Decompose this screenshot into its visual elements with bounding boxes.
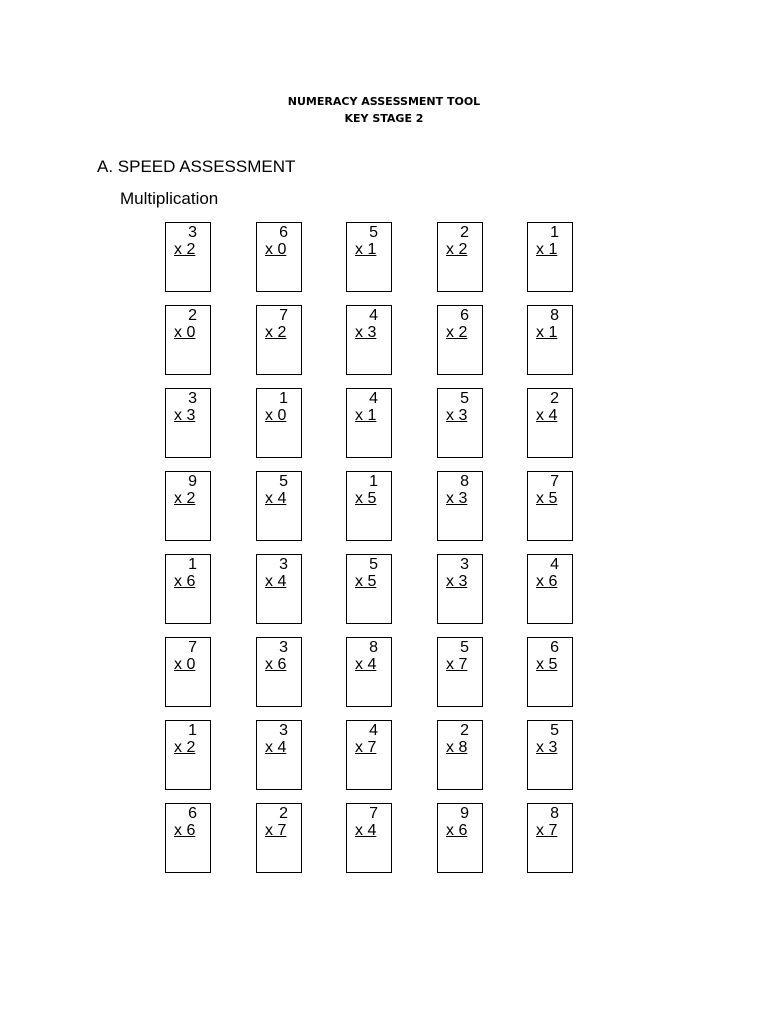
problem-multiplier: x 0 [265,241,287,258]
problem-multiplier: x 1 [536,241,558,258]
problem-card [165,720,211,790]
problem-top-number: 7 [369,805,378,822]
problem-card [527,388,573,458]
problem-card [346,222,392,292]
problem-multiplier: x 2 [174,241,196,258]
problem-multiplier: x 5 [536,656,558,673]
problem-card [256,803,302,873]
problem-card [437,554,483,624]
problem-top-number: 1 [279,390,288,407]
problem-multiplier: x 1 [536,324,558,341]
problem-top-number: 8 [550,307,559,324]
problem-card [527,554,573,624]
problem-top-number: 7 [550,473,559,490]
problem-card [346,554,392,624]
problem-card [165,471,211,541]
problem-multiplier: x 4 [265,490,287,507]
problem-multiplier: x 1 [355,407,377,424]
problem-top-number: 6 [550,639,559,656]
problem-top-number: 3 [188,224,197,241]
problem-top-number: 4 [369,390,378,407]
problem-card [165,222,211,292]
problem-card [165,803,211,873]
problem-top-number: 2 [279,805,288,822]
problem-top-number: 5 [460,639,469,656]
problem-multiplier: x 6 [265,656,287,673]
problem-top-number: 1 [188,722,197,739]
problem-card [437,471,483,541]
problem-card [346,803,392,873]
problem-multiplier: x 5 [536,490,558,507]
problem-top-number: 3 [460,556,469,573]
problem-card [256,554,302,624]
problem-multiplier: x 3 [446,573,468,590]
problem-top-number: 5 [369,224,378,241]
problem-multiplier: x 2 [265,324,287,341]
problem-top-number: 5 [550,722,559,739]
problem-multiplier: x 1 [355,241,377,258]
problem-card [346,471,392,541]
problem-card [527,637,573,707]
problem-top-number: 3 [279,639,288,656]
problem-top-number: 7 [188,639,197,656]
problem-top-number: 3 [279,556,288,573]
problem-top-number: 6 [188,805,197,822]
problem-top-number: 2 [460,224,469,241]
problem-top-number: 1 [369,473,378,490]
problem-card [437,803,483,873]
problem-card [527,222,573,292]
problem-top-number: 8 [369,639,378,656]
problem-multiplier: x 2 [446,241,468,258]
document-title: NUMERACY ASSESSMENT TOOL [287,95,481,108]
problem-multiplier: x 4 [355,656,377,673]
problem-card [256,222,302,292]
problem-card [346,720,392,790]
problem-card [256,388,302,458]
problem-top-number: 5 [369,556,378,573]
problem-multiplier: x 0 [174,656,196,673]
problem-multiplier: x 3 [446,490,468,507]
problem-card [527,720,573,790]
problem-card [165,388,211,458]
problem-top-number: 6 [279,224,288,241]
problem-multiplier: x 6 [536,573,558,590]
problem-multiplier: x 6 [174,822,196,839]
problem-multiplier: x 6 [446,822,468,839]
problem-card [527,305,573,375]
problem-card [165,637,211,707]
problem-multiplier: x 2 [446,324,468,341]
problem-multiplier: x 2 [174,739,196,756]
problem-multiplier: x 7 [265,822,287,839]
problem-top-number: 2 [550,390,559,407]
problem-card [256,720,302,790]
problem-top-number: 8 [460,473,469,490]
problem-card [437,305,483,375]
problem-multiplier: x 8 [446,739,468,756]
problem-top-number: 5 [279,473,288,490]
problem-multiplier: x 7 [355,739,377,756]
problem-card [256,637,302,707]
problem-multiplier: x 3 [446,407,468,424]
section-subheading: Multiplication [120,189,219,208]
problem-card [346,305,392,375]
problem-multiplier: x 3 [536,739,558,756]
problem-top-number: 3 [279,722,288,739]
problem-card [165,305,211,375]
document-subtitle: KEY STAGE 2 [344,112,424,125]
problem-top-number: 4 [369,307,378,324]
problem-top-number: 4 [369,722,378,739]
problem-card [527,471,573,541]
problem-top-number: 9 [188,473,197,490]
problem-multiplier: x 5 [355,490,377,507]
problem-card [437,388,483,458]
problem-multiplier: x 4 [355,822,377,839]
problem-multiplier: x 0 [174,324,196,341]
problem-multiplier: x 6 [174,573,196,590]
problem-top-number: 2 [460,722,469,739]
problem-card [527,803,573,873]
section-heading: A. SPEED ASSESSMENT [97,157,296,176]
problem-card [165,554,211,624]
problem-multiplier: x 3 [174,407,196,424]
problem-top-number: 8 [550,805,559,822]
problem-multiplier: x 4 [536,407,558,424]
problem-multiplier: x 4 [265,573,287,590]
problem-card [256,305,302,375]
problem-card [437,222,483,292]
problem-multiplier: x 2 [174,490,196,507]
problem-top-number: 3 [188,390,197,407]
problem-multiplier: x 3 [355,324,377,341]
problem-card [346,388,392,458]
problem-top-number: 1 [550,224,559,241]
problem-multiplier: x 7 [446,656,468,673]
problem-top-number: 9 [460,805,469,822]
problem-top-number: 7 [279,307,288,324]
problem-card [437,720,483,790]
problem-top-number: 6 [460,307,469,324]
problem-top-number: 4 [550,556,559,573]
problem-card [346,637,392,707]
problem-multiplier: x 0 [265,407,287,424]
problem-card [256,471,302,541]
problem-multiplier: x 4 [265,739,287,756]
problem-multiplier: x 5 [355,573,377,590]
problem-top-number: 1 [188,556,197,573]
problem-multiplier: x 7 [536,822,558,839]
problem-top-number: 2 [188,307,197,324]
problem-top-number: 5 [460,390,469,407]
problem-card [437,637,483,707]
